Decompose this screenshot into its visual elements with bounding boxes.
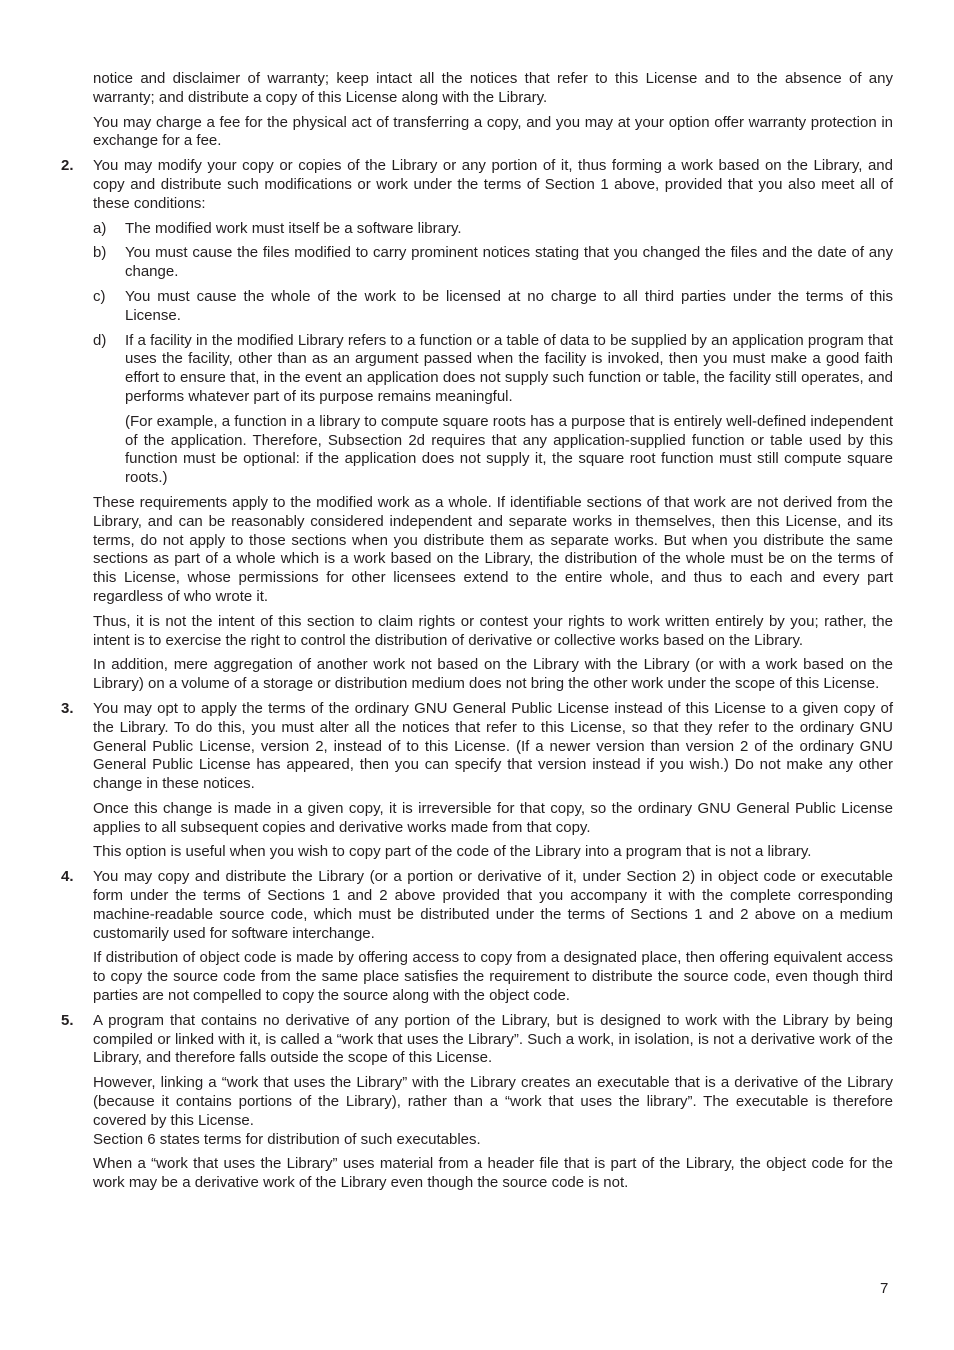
condition-b-text: You must cause the files modified to carry prominent notices stating that you changed the files and the date of any change. xyxy=(125,244,893,281)
section-5-paragraph-3: When a “work that uses the Library” uses material from a header file that is part of the Library, the object code for the work may be a derivative work of the Library even though the source code is not. xyxy=(93,1155,893,1192)
condition-c xyxy=(93,288,893,326)
page-number: 7 xyxy=(880,1280,889,1297)
section-5-paragraph-2b: Section 6 states terms for distribution of such executables. xyxy=(93,1130,481,1148)
condition-b-letter: b) xyxy=(93,244,107,262)
condition-a-text: The modified work must itself be a software library. xyxy=(125,219,462,237)
section-number-4: 4. xyxy=(61,868,74,886)
section-3-paragraph-2: Once this change is made in a given copy, it is irreversible for that copy, so the ordinary GNU General Public License applies to all subsequent copies and derivative works made from that copy. xyxy=(93,799,893,836)
section-2-body xyxy=(93,157,893,694)
condition-d-note: (For example, a function in a library to compute square roots has a purpose that is entirely well-defined independent of the application. Therefore, Subsection 2d requires that any application-supplied function or table used by this function must be optional: if the application does not supply it, the square root function must still compute square roots.) xyxy=(125,412,893,487)
condition-c-text: You must cause the whole of the work to be licensed at no charge to all third parties under the terms of this License. xyxy=(125,287,893,324)
section-5-body xyxy=(93,1012,893,1193)
section-3 xyxy=(61,699,893,862)
section-2 xyxy=(61,157,893,694)
condition-d-letter: d) xyxy=(93,331,107,349)
paragraph-lead-1: notice and disclaimer of warranty; keep intact all the notices that refer to this License and to the absence of any warranty; and distribute a copy of this License along with the Library. xyxy=(93,70,893,106)
section-number-2: 2. xyxy=(61,157,74,175)
section-5 xyxy=(61,1011,893,1193)
conditions-list xyxy=(93,220,893,488)
document-page xyxy=(61,70,893,1199)
section-3-paragraph-3: This option is useful when you wish to copy part of the code of the Library into a program that is not a library. xyxy=(93,843,812,861)
section-number-5: 5. xyxy=(61,1011,74,1029)
condition-a-letter: a) xyxy=(93,219,107,237)
condition-c-letter: c) xyxy=(93,287,106,305)
condition-a xyxy=(93,220,893,239)
section-4 xyxy=(61,868,893,1006)
section-number-3: 3. xyxy=(61,699,74,717)
section-5-paragraph-2: However, linking a “work that uses the Library” with the Library creates an executable that is a derivative of the Library (because it contains portions of the Library), rather than a “work that uses the library”. The executable is therefore covered by this License. xyxy=(93,1074,893,1129)
section-4-body xyxy=(93,868,893,1006)
section-4-paragraph-1: You may copy and distribute the Library (or a portion or derivative of it, under Section 2) in object code or executable form under the terms of Sections 1 and 2 above provided that you accompany it with the complete corresponding machine-readable source code, which must be distributed under the terms of Sections 1 and 2 above on a medium customarily used for software interchange. xyxy=(93,868,893,942)
condition-d-text: If a facility in the modified Library refers to a function or a table of data to be supplied by an application program that uses the facility, other than as an argument passed when the facility is invoked, then you must make a good faith effort to ensure that, in the event an application does not supply such function or table, the facility still operates, and performs whatever part of its purpose remains meaningful. xyxy=(125,331,893,405)
condition-b xyxy=(93,244,893,282)
condition-d xyxy=(93,332,893,488)
section-2-paragraph-4: In addition, mere aggregation of another work not based on the Library with the Library (or with a work based on the Library) on a volume of a storage or distribution medium does not bring the other work under the scope of this License. xyxy=(93,656,893,693)
section-5-paragraph-1: A program that contains no derivative of any portion of the Library, but is designed to work with the Library by being compiled or linked with it, is called a “work that uses the Library”. Such a work, in isolation, is not a derivative work of the Library, and therefore falls outside the scope of this License. xyxy=(93,1011,893,1067)
section-4-paragraph-2: If distribution of object code is made by offering access to copy from a designated place, then offering equivalent access to copy the source code from the same place satisfies the requirement to distribute the source code, even though third parties are not compelled to copy the source along with the object code. xyxy=(93,949,893,1005)
section-3-paragraph-1: You may opt to apply the terms of the ordinary GNU General Public License instead of this License to a given copy of the Library. To do this, you must alter all the notices that refer to this License, so that they refer to the ordinary GNU General Public License, version 2, instead of to this License. (If a newer version than version 2 of the ordinary GNU General Public License has appeared, then you can specify that version instead if you wish.) Do not make any other change in these notices. xyxy=(93,699,893,793)
section-2-intro: You may modify your copy or copies of the Library or any portion of it, thus forming a work based on the Library, and copy and distribute such modifications or work under the terms of Section 1 above, provided that you also meet all of these conditions: xyxy=(93,157,893,212)
section-2-paragraph-3: Thus, it is not the intent of this section to claim rights or contest your rights to work written entirely by you; rather, the intent is to exercise the right to control the distribution of derivative or collective works based on the Library. xyxy=(93,612,893,649)
paragraph-lead-2: You may charge a fee for the physical act of transferring a copy, and you may at your option offer warranty protection in exchange for a fee. xyxy=(93,113,893,150)
section-3-body xyxy=(93,700,893,862)
section-2-paragraph-2: These requirements apply to the modified work as a whole. If identifiable sections of that work are not derived from the Library, and can be reasonably considered independent and separate works in themselves, then this License, and its terms, do not apply to those sections when you distribute them as separate works. But when you distribute the same sections as part of a whole which is a work based on the Library, the distribution of the whole must be on the terms of this License, whose permissions for other licensees extend to the entire whole, and thus to each and every part regardless of who wrote it. xyxy=(93,493,893,605)
